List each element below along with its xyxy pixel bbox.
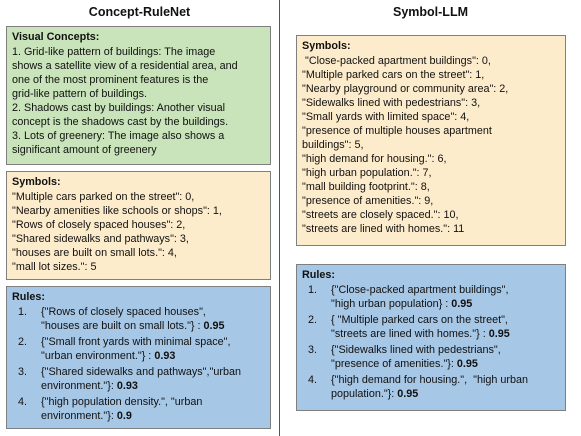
rule-text-line: "urban environment."} : [41,350,155,362]
rule-number: 4. [308,374,318,386]
visual-concept-line: concept is the shadows cast by the buildings. [12,116,229,128]
symbol-entry: "Sidewalks lined with pedestrians": 3, [302,97,481,109]
rule-number: 1. [18,306,28,318]
visual-concept-line: 1. Grid-like pattern of buildings: The image [12,46,216,58]
visual-concepts-box [6,26,271,165]
right-symbols-heading: Symbols: [302,40,351,52]
visual-concept-line: 2. Shadows cast by buildings: Another visual [12,102,226,114]
symbol-entry: "Nearby playground or community area": 2, [302,83,509,95]
symbol-entry: buildings": 5, [302,139,364,151]
rule-item [12,395,265,423]
visual-concept-line: shows a satellite view of a residential area, and [12,60,238,72]
rule-text-line: {"Shared sidewalks and pathways","urban [41,366,241,378]
rule-confidence-score: 0.93 [116,380,138,392]
rule-confidence-score: 0.95 [456,358,478,370]
symbol-entry: "streets are lined with homes.": 11 [302,223,465,235]
rule-item [302,313,560,341]
rule-item [12,335,265,363]
right-symbols-box [296,35,566,246]
left-symbols-box [6,171,271,280]
symbol-entry: "presence of amenities.": 9, [302,195,434,207]
rule-text-line: "high urban population} : [331,298,452,310]
symbol-entry: "mall building footprint.": 8, [302,181,430,193]
symbol-entry: "high urban population.": 7, [302,167,432,179]
rule-item [12,365,265,393]
visual-concept-line: grid-like pattern of buildings. [12,88,148,100]
right-rules-heading: Rules: [302,269,335,281]
rule-item [302,283,560,311]
rule-text-line: {"Close-packed apartment buildings", [331,284,509,296]
rule-confidence-score: 0.93 [154,350,176,362]
symbol-entry: "high demand for housing.": 6, [302,153,447,165]
rule-text-line: "streets are lined with homes."} : [331,328,489,340]
visual-concept-line: 3. Lots of greenery: The image also shows a [12,130,225,142]
right-rules-box [296,264,566,411]
symbol-entry: "Nearby amenities like schools or shops": 1, [12,205,222,217]
rule-confidence-score: 0.9 [116,410,132,422]
rule-text-line: "presence of amenities."}: [331,358,457,370]
left-rules-heading: Rules: [12,291,45,303]
symbol-entry: "Multiple parked cars on the street": 1, [302,69,485,81]
left-column-title: Concept-RuleNet [88,5,191,19]
symbol-entry: "Small yards with limited space": 4, [302,111,470,123]
rule-number: 2. [18,336,28,348]
rule-item [302,373,560,401]
rule-number: 3. [308,344,318,356]
rule-text-line: population."}: [331,388,398,400]
right-rules-list [302,283,560,401]
rule-number: 2. [308,314,318,326]
rule-text-line: {"high population density.", "urban [41,396,203,408]
rule-number: 4. [18,396,28,408]
visual-concept-line: one of the most prominent features is the [12,74,209,86]
rule-confidence-score: 0.95 [451,298,473,310]
right-column-title: Symbol-LLM [393,5,468,19]
left-symbols-heading: Symbols: [12,176,61,188]
symbol-entry: "mall lot sizes.": 5 [12,261,97,273]
rule-confidence-score: 0.95 [397,388,419,400]
symbol-entry: "houses are built on small lots.": 4, [12,247,177,259]
left-symbols-list [12,190,265,274]
visual-concepts-text [12,45,265,157]
visual-concept-line: significant amount of greenery [12,144,157,156]
rule-confidence-score: 0.95 [203,320,225,332]
symbol-entry: "streets are closely spaced.": 10, [302,209,459,221]
rule-text-line: {"Sidewalks lined with pedestrians", [331,344,501,356]
rule-item [302,343,560,371]
rule-text-line: {"Small front yards with minimal space", [41,336,231,348]
symbol-entry: "Rows of closely spaced houses": 2, [12,219,186,231]
right-symbols-list [302,54,560,236]
rule-text-line: environment."}: [41,410,117,422]
symbol-entry: "Close-packed apartment buildings": 0, [302,55,491,67]
visual-concepts-heading: Visual Concepts: [12,31,100,43]
symbol-entry: "Multiple cars parked on the street": 0, [12,191,195,203]
rule-text-line: {"Rows of closely spaced houses", [41,306,206,318]
rule-number: 3. [18,366,28,378]
rule-text-line: environment."}: [41,380,117,392]
rule-number: 1. [308,284,318,296]
symbol-entry: "presence of multiple houses apartment [302,125,492,137]
rule-item [12,305,265,333]
left-rules-box [6,286,271,429]
rule-text-line: { "Multiple parked cars on the street", [331,314,508,326]
rule-confidence-score: 0.95 [488,328,510,340]
symbol-entry: "Shared sidewalks and pathways": 3, [12,233,189,245]
column-divider [279,0,280,436]
rule-text-line: "houses are built on small lots."} : [41,320,204,332]
rule-text-line: {"high demand for housing.", "high urban [331,374,528,386]
left-rules-list [12,305,265,423]
